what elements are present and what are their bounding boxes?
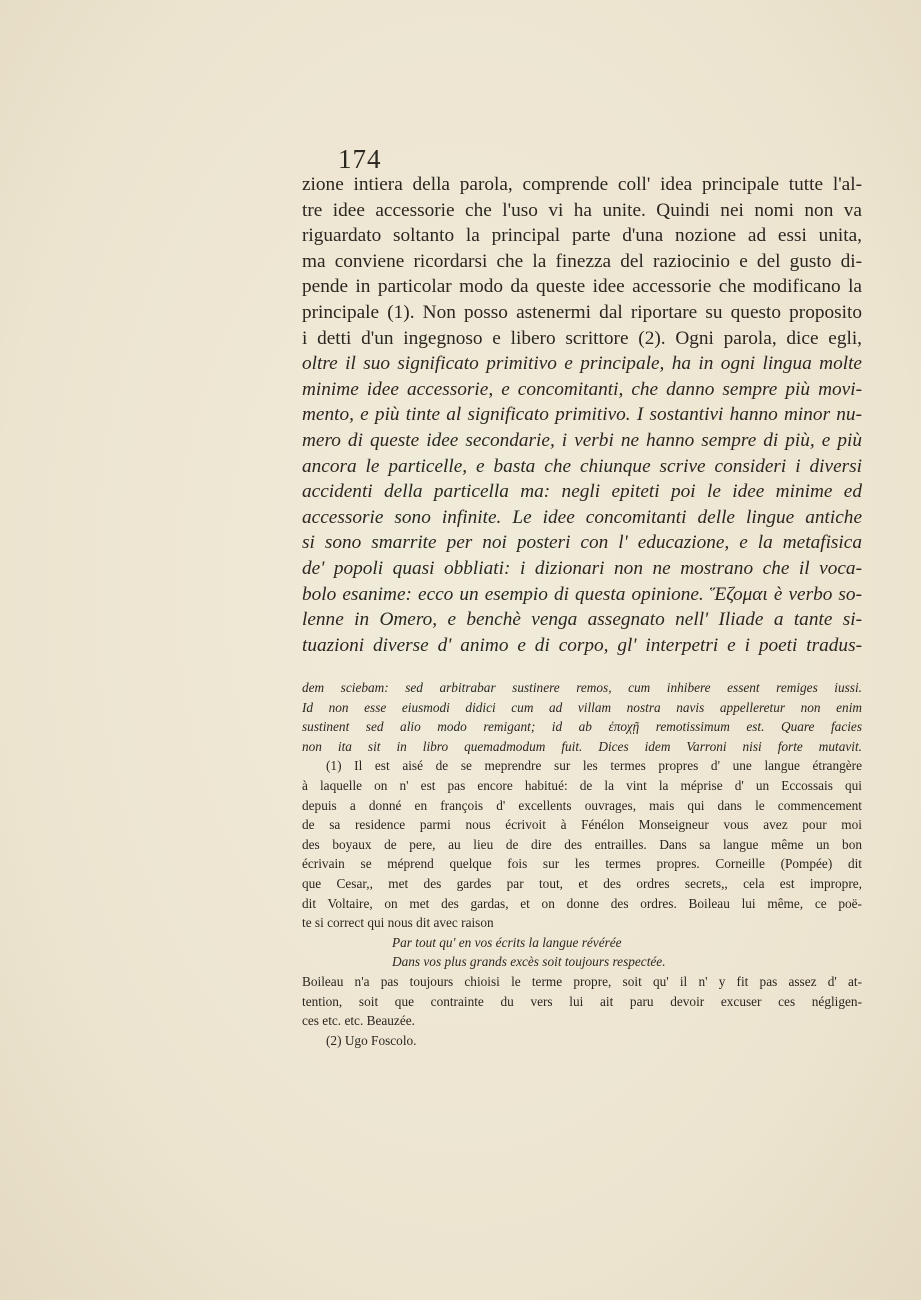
footnote-line: tention, soit que contrainte du vers lui ait paru devoir excuser ces négligen-: [302, 993, 862, 1009]
footnote-line: écrivain se méprend quelque fois sur les termes propres. Corneille (Pompée) dit: [302, 856, 862, 872]
text-line: ancora le particelle, e basta che chiunque scrive consideri i diversi: [302, 455, 862, 477]
footnote-line: (2) Ugo Foscolo.: [326, 1032, 417, 1048]
footnote-line: Dans vos plus grands excès soit toujours respectée.: [392, 954, 666, 970]
text-line: oltre il suo significato primitivo e principale, ha in ogni lingua molte: [302, 353, 862, 375]
footnote-line: sustinent sed alio modo remigant; id ab ἐποχῇ remotissimum est. Quare facies: [302, 719, 862, 735]
footnote-line: que Cesar,, met des gardes par tout, et des ordres secrets,, cela est impropre,: [302, 875, 862, 891]
footnote-line: non ita sit in libro quemadmodum fuit. Dices idem Varroni nisi forte mutavit.: [302, 738, 862, 754]
footnote-line: Id non esse eiusmodi didici cum ad villam nostra navis appelleretur non enim: [302, 699, 862, 715]
main-text-block: [302, 172, 862, 658]
footnote-line: ces etc. etc. Beauzée.: [302, 1013, 415, 1029]
text-line: de' popoli quasi obbliati: i dizionari non ne mostrano che il voca-: [302, 557, 862, 579]
text-line: principale (1). Non posso astenermi dal riportare su questo proposito: [302, 301, 862, 323]
page-number: 174: [338, 144, 382, 174]
footnotes-block: [302, 678, 862, 1050]
footnote-line: Par tout qu' en vos écrits la langue révérée: [392, 934, 622, 950]
footnote-line: dem sciebam: sed arbitrabar sustinere remos, cum inhibere essent remiges iussi.: [302, 680, 862, 695]
footnote-line: de sa residence parmi nous écrivoit à Fénélon Monseigneur vous avez pour moi: [302, 817, 862, 833]
text-line: tuazioni diverse d' animo e di corpo, gl' interpetri e i poeti tradus-: [302, 634, 862, 656]
text-line: i detti d'un ingegnoso e libero scrittore (2). Ogni parola, dice egli,: [302, 327, 862, 349]
text-line: pende in particolar modo da queste idee accessorie che modificano la: [302, 276, 862, 298]
footnote-line: à laquelle on n' est pas encore habitué: de la vint la méprise d' un Eccossais qui: [302, 777, 862, 793]
text-line: mero di queste idee secondarie, i verbi ne hanno sempre di più, e più: [302, 429, 862, 451]
text-line: lenne in Omero, e benchè venga assegnato nell' Iliade a tante si-: [302, 609, 862, 631]
footnote-line: Boileau n'a pas toujours chioisi le terme propre, soit qu' il n' y fit pas assez d' at-: [302, 973, 862, 989]
text-line: bolo esanime: ecco un esempio di questa opinione. Ἕζομαι è verbo so-: [302, 583, 862, 605]
text-line: riguardato soltanto la principal parte d'una nozione ad essi unita,: [302, 225, 862, 247]
footnote-line: te si correct qui nous dit avec raison: [302, 915, 494, 931]
text-line: accidenti della particella ma: negli epiteti poi le idee minime ed: [302, 481, 862, 503]
footnote-line: des boyaux de pere, au lieu de dire des entrailles. Dans sa langue même un bon: [302, 836, 862, 852]
text-line: mento, e più tinte al significato primitivo. I sostantivi hanno minor nu-: [302, 404, 862, 426]
text-line: zione intiera della parola, comprende coll' idea principale tutte l'al-: [302, 174, 862, 195]
footnote-line: (1) Il est aisé de se meprendre sur les termes propres d' une langue étrangère: [326, 758, 862, 774]
text-line: tre idee accessorie che l'uso vi ha unite. Quindi nei nomi non va: [302, 199, 862, 221]
text-line: si sono smarrite per noi posteri con l' educazione, e la metafisica: [302, 532, 862, 554]
text-line: ma conviene ricordarsi che la finezza del raziocinio e del gusto di-: [302, 250, 862, 272]
footnote-line: dit Voltaire, on met des gardas, et on donne des ordres. Boileau lui même, ce poë-: [302, 895, 862, 911]
text-line: accessorie sono infinite. Le idee concomitanti delle lingue antiche: [302, 506, 862, 528]
text-line: minime idee accessorie, e concomitanti, che danno sempre più movi-: [302, 378, 862, 400]
footnote-line: depuis a donné en françois d' excellents ouvrages, mais qui dans le commencement: [302, 797, 862, 813]
